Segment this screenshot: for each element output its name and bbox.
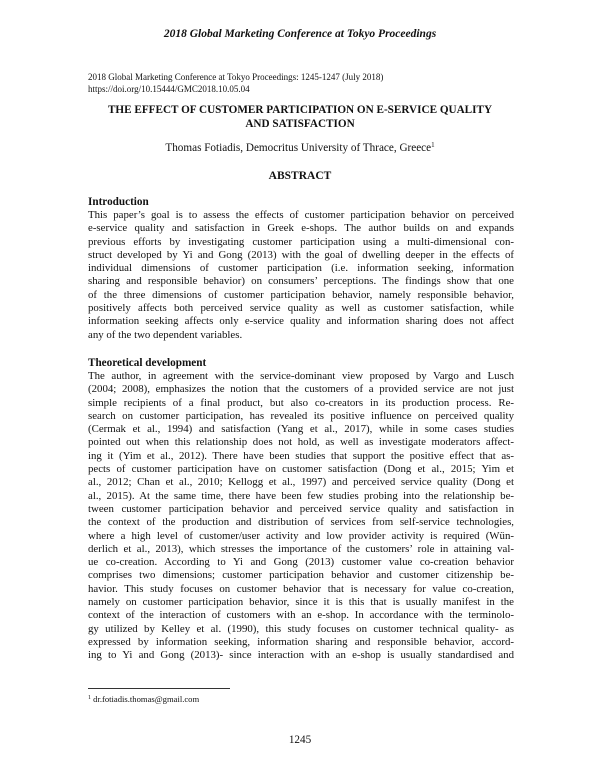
text-line: havior. This study focuses on customer behavior that is necessary for value co-creation, (88, 582, 514, 595)
text-line: pointed out when this relationship does not hold, as well as investigate moderators affect- (88, 436, 514, 449)
text-line: pects of customer participation have on customer satisfaction (Dong et al., 2015; Yim et (88, 463, 514, 476)
doi-link[interactable]: https://doi.org/10.15444/GMC2018.10.05.04 (88, 83, 250, 94)
footnote-mark: 1 (88, 695, 91, 701)
citation-meta (88, 72, 528, 95)
abstract-heading: ABSTRACT (268, 170, 332, 182)
text-line: al., 2012; Chan et al., 2010; Kellogg et al., 1997) and perceived service quality (Dong et (88, 476, 514, 489)
text-line: (Cermak et al., 1994) and satisfaction (Yang et al., 2017), while in some cases studies (88, 423, 514, 436)
text-line: The author, in agreement with the service-dominant view proposed by Vargo and Lusch (88, 370, 514, 382)
introduction-body (88, 209, 514, 342)
text-line: of the three dimensions of customer participation behavior, namely responsible behavior, (88, 288, 514, 301)
text-line: ing it (Yim et al., 2012). There have been studies that support the positive effect that as- (88, 449, 514, 462)
section-heading-theoretical-development: Theoretical development (88, 357, 207, 369)
theoretical-development-body (88, 370, 514, 663)
running-head: 2018 Global Marketing Conference at Tokyo Proceedings (163, 28, 437, 40)
author-line (60, 141, 540, 155)
text-line: al., 2015). At the same time, there have been few studies probing into the relationship be- (88, 489, 514, 502)
text-line: e-service quality and satisfaction in Greek e-shops. The author builds on and expands (88, 222, 514, 235)
title-line: AND SATISFACTION (245, 118, 355, 130)
footnote-divider (88, 688, 230, 689)
citation-line: 2018 Global Marketing Conference at Tokyo Proceedings: 1245-1247 (July 2018) (88, 72, 384, 82)
text-line: positively affects both perceived service quality as well as customer satisfaction, while (88, 302, 514, 315)
text-line: expressed by information seeking, information sharing and responsible behavior, accord- (88, 635, 514, 648)
text-line: any of the two dependent variables. (88, 328, 243, 341)
text-line: ing to Yi and Gong (2013)- since interaction with an e-shop is usually standardised and (88, 649, 514, 662)
text-line: struct developed by Yi and Gong (2013) with the goal of dwelling deeper in the effects of (88, 248, 514, 261)
page-number: 1245 (288, 734, 312, 746)
section-heading-introduction: Introduction (88, 196, 149, 208)
text-line: previous efforts by investigating customer participation using a multi-dimensional con- (88, 235, 514, 248)
text-line: context of the interaction of customers with an e-shop. In accordance with the terminolo- (88, 609, 514, 622)
text-line: search on customer participation, has revealed its positive influence on perceived quality (88, 409, 514, 422)
text-line: individual dimensions of customer participation (i.e. information seeking, information (88, 262, 514, 275)
text-line: where a high level of customer/user activity and low provider activity is required (Wün- (88, 529, 514, 542)
text-line: simple recipients of a final product, but also co-creators in its production process. Re- (88, 396, 514, 409)
text-line: gy utilized by Kelley et al. (1990), this study focuses on customer technical quality- as (88, 622, 514, 635)
paper-title (60, 103, 540, 131)
text-line: tween customer participation behavior and perceived service quality and satisfaction in (88, 502, 514, 515)
author-footnote-mark: 1 (431, 141, 435, 149)
footnote (88, 694, 388, 705)
text-line: (2004; 2008), emphasizes the notion that the customers of a provided service are not just (88, 383, 514, 396)
title-line: THE EFFECT OF CUSTOMER PARTICIPATION ON E-SERVICE QUALITY (107, 104, 493, 116)
author-name: Thomas Fotiadis, Democritus University of Thrace, Greece (165, 142, 432, 154)
footnote-email[interactable]: dr.fotiadis.thomas@gmail.com (93, 694, 200, 704)
text-line: sharing and responsible behavior) on consumers’ perceptions. The findings show that one (88, 275, 514, 288)
text-line: derlich et al., 2013), which stresses the importance of the customers’ role in attaining val- (88, 542, 514, 555)
text-line: comprises two dimensions; customer participation behavior and customer citizenship be- (88, 569, 514, 582)
text-line: namely on customer participation behavior, since it is this that is usually manifest in the (88, 596, 514, 609)
text-line: the context of the production and distribution of services from self-service technologies, (88, 516, 514, 529)
text-line: information seeking affects only e-service quality and information sharing does not affect (88, 315, 514, 328)
text-line: ue co-creation. According to Yi and Gong (2013) customer value co-creation behavior (88, 556, 514, 569)
text-line: This paper’s goal is to assess the effects of customer participation behavior on perceived (88, 209, 514, 221)
